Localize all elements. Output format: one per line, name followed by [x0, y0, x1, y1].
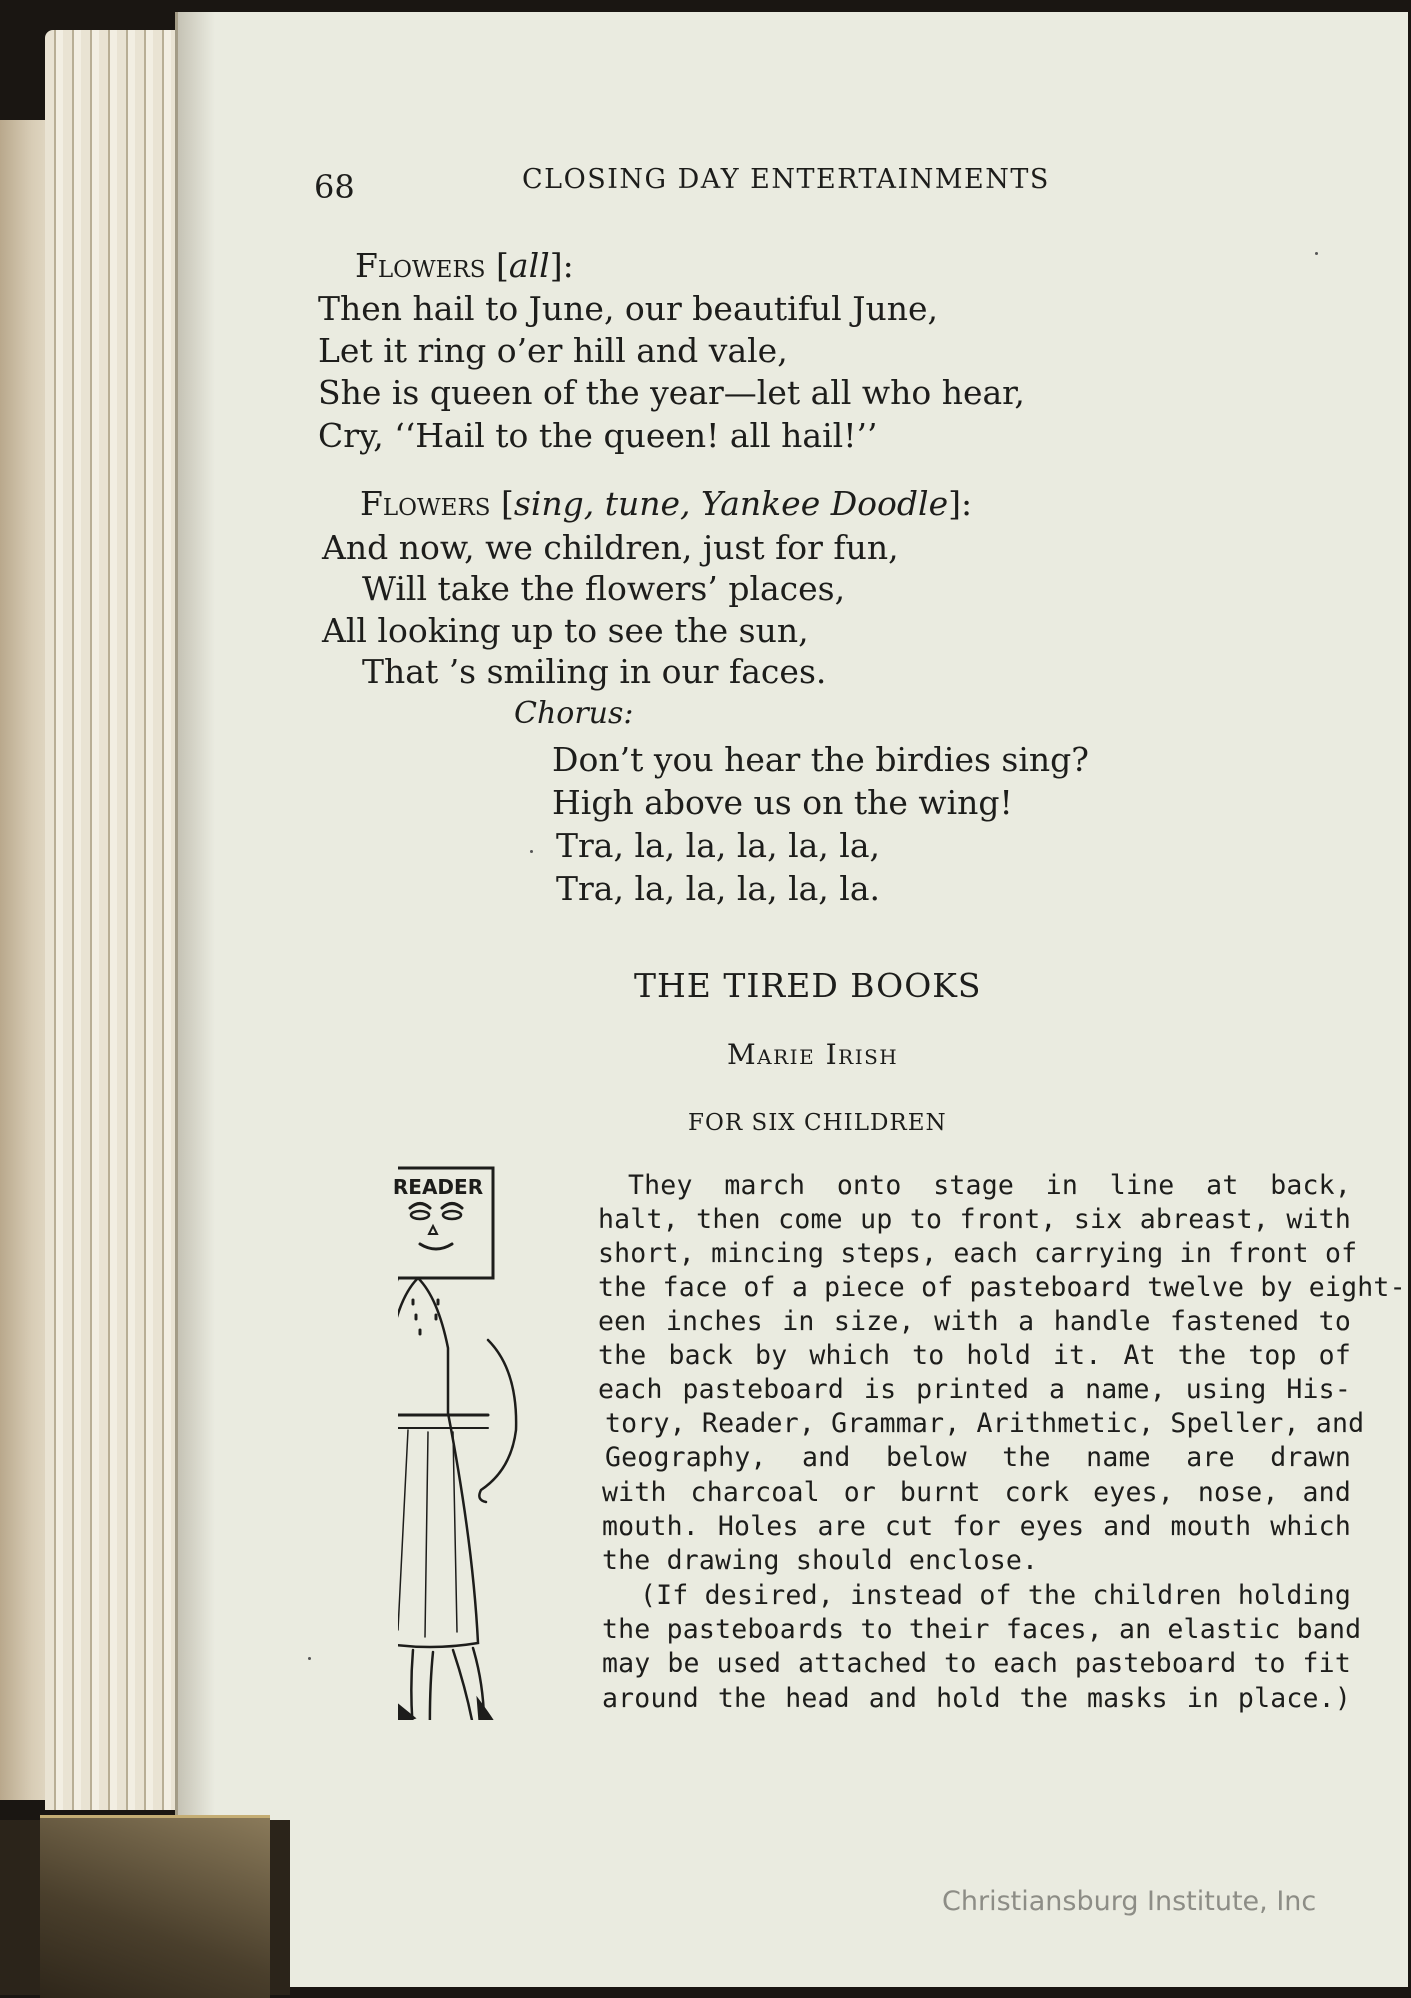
- song1-line-2: Let it ring o’er hill and vale,: [318, 331, 788, 370]
- song1-direction: all: [508, 246, 550, 285]
- song2-direction: sing, tune, Yankee Doodle: [513, 484, 949, 523]
- mask-label: READER: [392, 1175, 484, 1199]
- song2-line-1: And now, we children, just for fun,: [322, 528, 899, 567]
- body-line-6: the back by which to hold it. At the top of: [598, 1340, 1351, 1371]
- body-line-14: the pasteboards to their faces, an elastic band: [602, 1614, 1362, 1645]
- body-line-8: tory, Reader, Grammar, Arithmetic, Speller, and: [605, 1408, 1365, 1439]
- shoe-right: [478, 1700, 498, 1720]
- ink-speck: [308, 1657, 311, 1660]
- piece-title: THE TIRED BOOKS: [634, 966, 982, 1005]
- running-head: CLOSING DAY ENTERTAINMENTS: [522, 164, 1050, 195]
- brass-corner-plate: [40, 1815, 270, 1998]
- legs: [411, 1648, 484, 1720]
- body-line-3: short, mincing steps, each carrying in front of: [598, 1238, 1358, 1269]
- song2-line-3: All looking up to see the sun,: [322, 611, 809, 650]
- song1-speaker: Flowers: [355, 246, 486, 285]
- song1-line-4: Cry, ‘‘Hail to the queen! all hail!’’: [318, 416, 878, 455]
- song2-speaker: Flowers: [360, 484, 491, 523]
- chorus-line-1: Don’t you hear the birdies sing?: [552, 740, 1089, 779]
- body-line-15: may be used attached to each pasteboard to fit: [602, 1648, 1351, 1679]
- reader-child-illustration: [398, 1160, 548, 1720]
- chorus-label: Chorus:: [514, 696, 634, 731]
- watermark: Christiansburg Institute, Inc: [942, 1886, 1317, 1917]
- song2-line-2: Will take the flowers’ places,: [362, 569, 846, 608]
- body-line-5: een inches in size, with a handle fastened to: [598, 1306, 1351, 1337]
- body-line-1: They march onto stage in line at back,: [628, 1170, 1351, 1201]
- body-line-11: mouth. Holes are cut for eyes and mouth which: [602, 1511, 1351, 1542]
- dress-outline: [398, 1278, 478, 1647]
- ink-speck: [1315, 252, 1318, 255]
- song1-line-1: Then hail to June, our beautiful June,: [318, 289, 938, 328]
- song1-line-3: She is queen of the year—let all who hear,: [318, 373, 1025, 412]
- chorus-line-3: Tra, la, la, la, la, la,: [556, 826, 880, 865]
- song2-line-4: That ’s smiling in our faces.: [362, 652, 827, 691]
- body-line-12: the drawing should enclose.: [602, 1545, 1039, 1576]
- binding-shadow: [175, 12, 215, 1987]
- body-line-9: Geography, and below the name are drawn: [605, 1442, 1351, 1473]
- body-line-10: with charcoal or burnt cork eyes, nose, and: [602, 1477, 1351, 1508]
- body-line-2: halt, then come up to front, six abreast, with: [598, 1204, 1351, 1235]
- ink-speck: [530, 850, 533, 853]
- song2-speaker-line: Flowers [sing, tune, Yankee Doodle]:: [360, 484, 973, 523]
- piece-subtitle: FOR SIX CHILDREN: [688, 1110, 947, 1136]
- body-line-7: each pasteboard is printed a name, using His-: [598, 1374, 1351, 1405]
- body-line-4: the face of a piece of pasteboard twelve by eight-: [598, 1272, 1406, 1303]
- chorus-line-2: High above us on the wing!: [552, 783, 1013, 822]
- right-arm: [479, 1340, 516, 1502]
- body-line-13: (If desired, instead of the children holding: [640, 1580, 1351, 1611]
- body-line-16: around the head and hold the masks in place.): [602, 1683, 1351, 1714]
- song1-speaker-line: Flowers [all]:: [355, 246, 574, 285]
- piece-author: Marie Irish: [727, 1038, 899, 1071]
- chorus-line-4: Tra, la, la, la, la, la.: [556, 869, 880, 908]
- page-number: 68: [314, 168, 355, 206]
